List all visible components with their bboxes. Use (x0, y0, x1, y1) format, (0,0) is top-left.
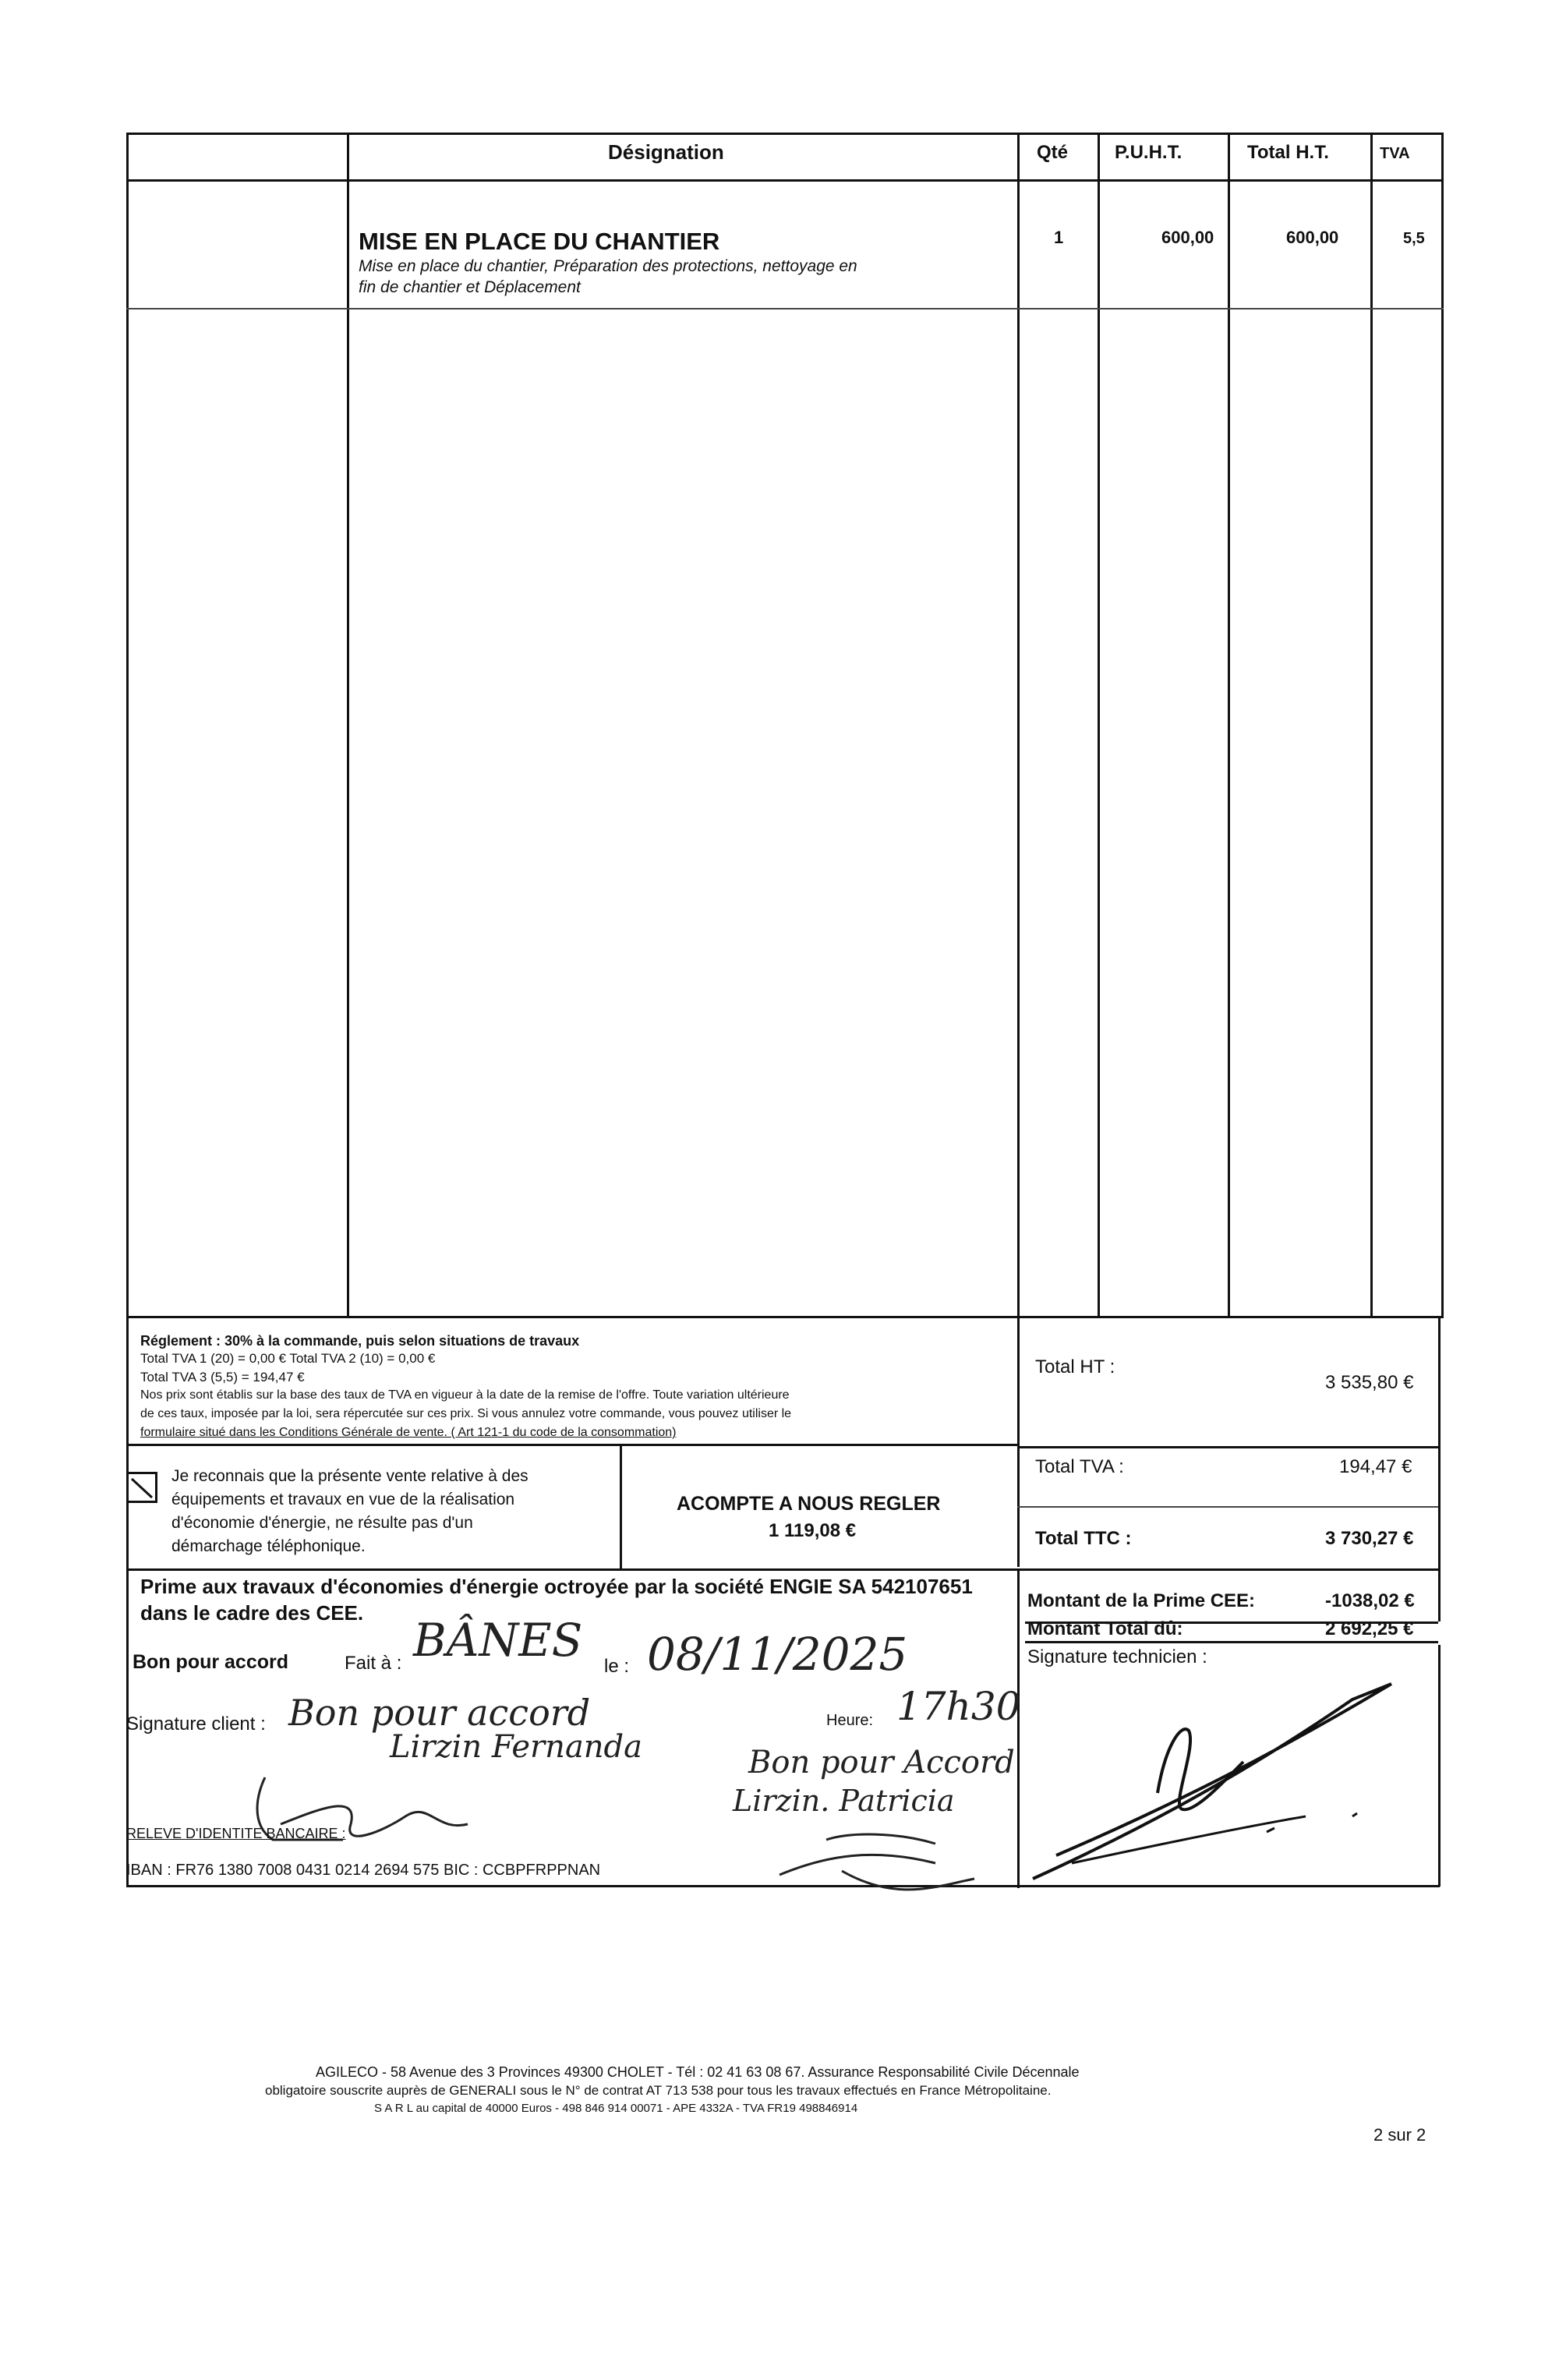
heure-label: Heure: (826, 1712, 874, 1729)
cee-prime-value: -1038,02 € (1325, 1590, 1415, 1611)
reglement-line5: de ces taux, imposée par la loi, sera répercutée sur ces prix. Si vous annulez votre commande, vous pouvez utiliser le (140, 1407, 792, 1420)
item-desc-line2: fin de chantier et Déplacement (359, 278, 581, 296)
cee-total-value: 2 692,25 € (1325, 1618, 1414, 1639)
fait-value-handwritten: BÂNES (413, 1614, 583, 1667)
consent-line2: équipements et travaux en vue de la réalisation (171, 1491, 515, 1508)
prime-line2: dans le cadre des CEE. (140, 1601, 364, 1625)
consent-line1: Je reconnais que la présente vente relative à des (171, 1467, 529, 1485)
consent-line3: d'économie d'énergie, ne résulte pas d'un (171, 1514, 473, 1532)
bank-title: RELEVE D'IDENTITE BANCAIRE : (126, 1826, 346, 1841)
reglement-line2: Total TVA 1 (20) = 0,00 € Total TVA 2 (10) = 0,00 € (140, 1351, 436, 1366)
consent-line4: démarchage téléphonique. (171, 1537, 366, 1555)
header-qty: Qté (1037, 142, 1069, 163)
header-puht: P.U.H.T. (1115, 142, 1183, 163)
handwritten-name-1: Lirzin Fernanda (390, 1729, 643, 1765)
reglement-line4: Nos prix sont établis sur la base des taux de TVA en vigueur à la date de la remise de l'offre. Toute variation ultérieure (140, 1388, 790, 1402)
total-ttc-value: 3 730,27 € (1325, 1528, 1414, 1549)
le-value-handwritten: 08/11/2025 (647, 1628, 908, 1681)
heure-value-handwritten: 17h30 (896, 1684, 1021, 1729)
handwritten-name-2: Lirzin. Patricia (733, 1784, 955, 1818)
total-ttc-label: Total TTC : (1035, 1528, 1132, 1549)
cee-total-label: Montant Total dû: (1027, 1618, 1183, 1639)
footer-line2: obligatoire souscrite auprès de GENERALI sous le N° de contrat AT 713 538 pour tous les travaux effectués en France Métropolitaine. (265, 2083, 1052, 2098)
le-label: le : (604, 1656, 630, 1677)
total-ht-value: 3 535,80 € (1325, 1372, 1414, 1393)
item-total-ht: 600,00 (1286, 228, 1339, 247)
check-mark-icon (129, 1474, 155, 1501)
page-number: 2 sur 2 (1373, 2125, 1426, 2145)
reglement-line6: formulaire situé dans les Conditions Générale de vente. ( Art 121-1 du code de la consommation) (140, 1426, 677, 1439)
consent-checkbox[interactable] (126, 1472, 157, 1503)
item-tva: 5,5 (1403, 230, 1425, 247)
prime-line1: Prime aux travaux d'économies d'énergie octroyée par la société ENGIE SA 542107651 (140, 1575, 973, 1598)
total-tva-label: Total TVA : (1035, 1456, 1124, 1477)
bank-iban: IBAN : FR76 1380 7008 0431 0214 2694 575 BIC : CCBPFRPPNAN (126, 1862, 601, 1879)
fait-label: Fait à : (345, 1653, 402, 1674)
bon-pour-accord: Bon pour accord (133, 1651, 289, 1673)
signature-client-label: Signature client : (126, 1713, 266, 1735)
cee-prime-label: Montant de la Prime CEE: (1027, 1590, 1256, 1611)
total-tva-value: 194,47 € (1339, 1456, 1412, 1477)
item-puht: 600,00 (1161, 228, 1214, 247)
item-qty: 1 (1054, 228, 1064, 247)
total-ht-label: Total HT : (1035, 1356, 1115, 1377)
handwritten-bon-pour-accord-2: Bon pour Accord (748, 1745, 1015, 1781)
reglement-line1: Réglement : 30% à la commande, puis selon situations de travaux (140, 1333, 580, 1349)
item-title: MISE EN PLACE DU CHANTIER (359, 228, 720, 255)
header-designation: Désignation (608, 140, 724, 164)
header-total-ht: Total H.T. (1247, 142, 1329, 163)
handwritten-bon-pour-accord-1: Bon pour accord (288, 1692, 591, 1734)
item-desc-line1: Mise en place du chantier, Préparation des protections, nettoyage en (359, 257, 857, 275)
signature-technicien-label: Signature technicien : (1027, 1646, 1207, 1667)
footer-line1: AGILECO - 58 Avenue des 3 Provinces 49300 CHOLET - Tél : 02 41 63 08 67. Assurance Responsabilité Civile Décennale (316, 2064, 1080, 2080)
technician-signature-drawing (1025, 1668, 1438, 1887)
reglement-line3: Total TVA 3 (5,5) = 194,47 € (140, 1370, 305, 1385)
acompte-label: ACOMPTE A NOUS REGLER (677, 1493, 941, 1515)
acompte-value: 1 119,08 € (769, 1520, 857, 1541)
footer-line3: S A R L au capital de 40000 Euros - 498 846 914 00071 - APE 4332A - TVA FR19 498846914 (374, 2102, 858, 2115)
header-tva: TVA (1380, 145, 1410, 162)
